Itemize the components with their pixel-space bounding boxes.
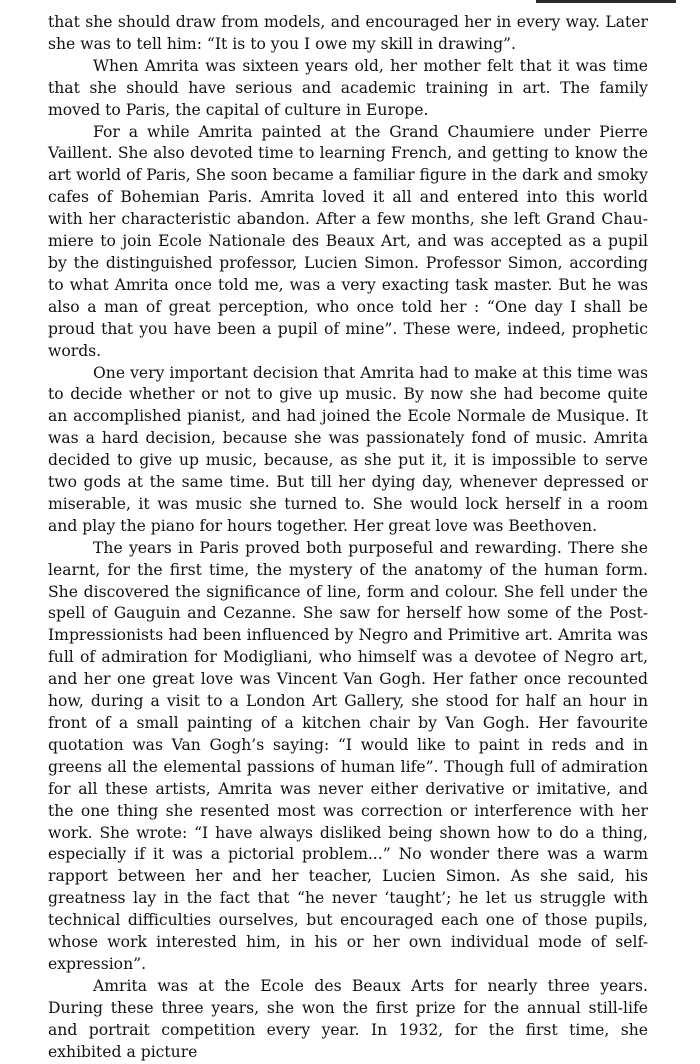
paragraph-grand-chaumiere: For a while Amrita painted at the Grand Chaumiere under Pierre Vaillent. She also devoted time to learning French, and getting to know the art world of Paris, She soon became a familiar figure in the dark and smoky cafes of Bohemian Paris. Amrita loved it all and entered into this world with her characteristic abandon. After a few months, she left Grand Chaumiere to join Ecole Nationale des Beaux Art, and was accepted as a pupil by the distinguished professor, Lucien Simon. Professor Simon, according to what Amrita once told me, was a very exacting task master. But he was also a man of great perception, who once told her : “One day I shall be proud that you have been a pupil of mine”. These were, indeed, prophetic words. (48, 122, 648, 360)
paragraph-years-in-paris: The years in Paris proved both purposeful and rewarding. There she learnt, for the first time, the mystery of the anatomy of the human form. She discovered the significance of line, form and colour. She fell under the spell of Gauguin and Cezanne. She saw for herself how some of the Post-Impressionists had been influenced by Negro and Primitive art. Amrita was full of admiration for Modigliani, who himself was a devotee of Negro art, and her one great love was Vincent Van Gogh. Her father once recounted how, during a visit to a London Art Gallery, she stood for half an hour in front of a small painting of a kitchen chair by Van Gogh. Her favourite quotation was Van Gogh’s saying: “I would like to paint in reds and in greens all the elemental passions of human life”. Though full of admiration for all these artists, Amrita was never either derivative or imitative, and the one thing she resented most was correction or interference with her work. She wrote: “I have always disliked being shown how to do a thing, especially if it was a pictorial problem...” No wonder there was a warm rapport between her and her teacher, Lucien Simon. As she said, his greatness lay in the fact that “he never ‘taught’; he let us struggle with technical difficulties ourselves, but encouraged each one of those pupils, whose work interested him, in his or her own individual mode of self-expression”. (48, 538, 648, 973)
paragraph-move-to-paris: When Amrita was sixteen years old, her mother felt that it was time that she should have serious and academic training in art. The family moved to Paris, the capital of culture in Europe. (48, 56, 648, 119)
paragraph-continuation: that she should draw from models, and encouraged her in every way. Later she was to tell him: “It is to you I owe my skill in drawing”. (48, 13, 648, 53)
paragraph-beaux-arts: Amrita was at the Ecole des Beaux Arts for nearly three years. During these three years, she won the first prize for the annual still-life and portrait competition every year. In 1932, for the first time, she exhibited a picture (48, 976, 648, 1061)
header-rule (536, 0, 676, 3)
paragraph-music-decision: One very important decision that Amrita had to make at this time was to decide whether or not to give up music. By now she had become quite an accomplished pianist, and had joined the Ecole Normale de Musique. It was a hard decision, because she was passionately fond of music. Amrita decided to give up music, because, as she put it, it is impossible to serve two gods at the same time. But till her dying day, whenever depressed or miserable, it was music she turned to. She would lock herself in a room and play the piano for hours together. Her great love was Beethoven. (48, 363, 648, 535)
body-text (48, 12, 648, 1064)
